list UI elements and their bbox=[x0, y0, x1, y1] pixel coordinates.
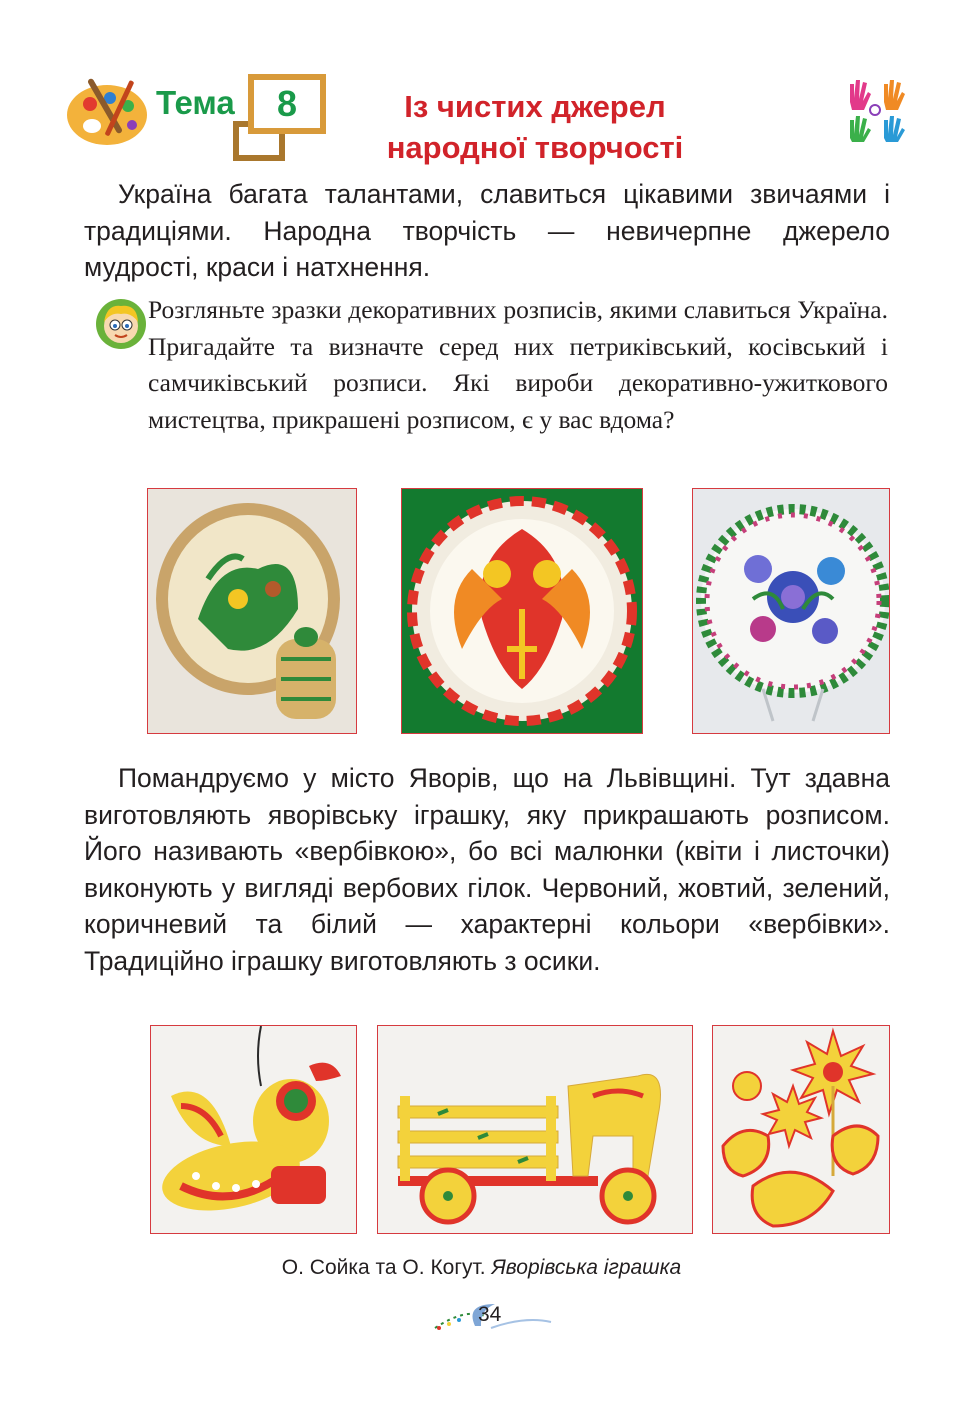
kosiv-plate-image bbox=[147, 488, 357, 734]
child-face-icon bbox=[95, 298, 147, 350]
petrykivka-plate-image bbox=[401, 488, 643, 734]
intro-paragraph: Україна багата талантами, славиться цікавими звичаями і традиціями. Народна творчість — невичерпне джерело мудрості, краси і натхнення. bbox=[84, 179, 890, 282]
page-number: 34 bbox=[478, 1303, 502, 1326]
task-paragraph: Розгляньте зразки декоративних розписів, якими славиться Україна. Пригадайте та визначте серед них петриківський, косівський і самчиківський розписи. Які вироби декоративно-ужиткового мистецтва, прикрашені розписом, є у вас вдома? bbox=[148, 295, 888, 434]
caption-work-title: Яворівська іграшка bbox=[491, 1256, 682, 1279]
title-line-2: народної творчості bbox=[386, 130, 684, 165]
caption-authors: О. Сойка та О. Когут. bbox=[281, 1256, 486, 1279]
yavoriv-paragraph: Помандруємо у місто Яворів, що на Львівщині. Тут здавна виготовляють яворівську іграшку, яку прикрашають розписом. Його називають «вербівкою», бо всі малюнки (квіти і листочки) виконують у вигляді вербових гілок. Червоний, жовтий, зелений, коричневий та білий — характерні кольори «вербівки». Традиційно іграшку виготовляють з осики. bbox=[84, 763, 890, 976]
palette-icon bbox=[62, 70, 152, 150]
toy-bird-image bbox=[150, 1025, 357, 1234]
toy-horse-cart-image bbox=[377, 1025, 693, 1234]
painted-hands-icon bbox=[840, 72, 920, 144]
image-caption bbox=[0, 1256, 963, 1280]
topic-number: 8 bbox=[248, 74, 326, 134]
toy-sun-birds-image bbox=[712, 1025, 890, 1234]
page-title bbox=[330, 86, 740, 168]
topic-label: Тема bbox=[156, 84, 235, 121]
title-line-1: Із чистих джерел bbox=[404, 89, 666, 124]
samchyky-plate-image bbox=[692, 488, 890, 734]
